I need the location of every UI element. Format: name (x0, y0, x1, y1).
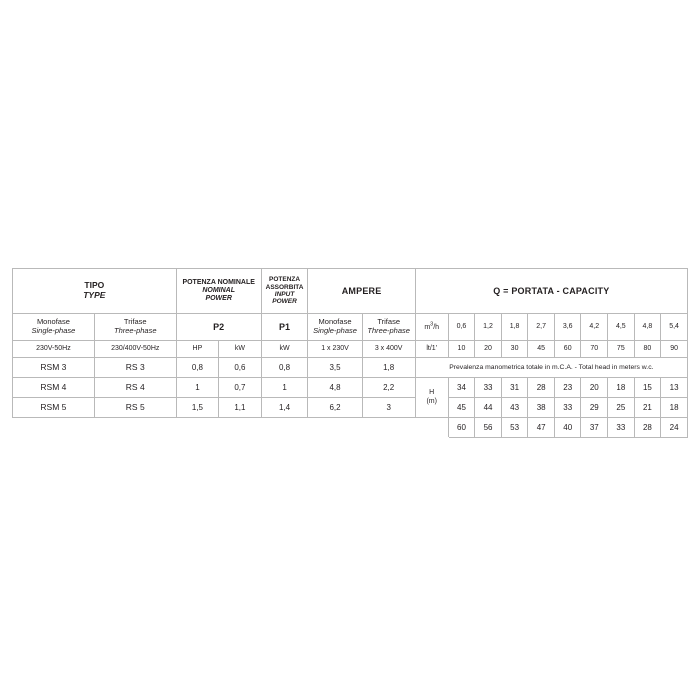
flow-m3h-5: 4,2 (581, 314, 608, 341)
table-row (13, 398, 688, 418)
header-amp-mono-volt: 1 x 230V (308, 341, 362, 358)
value-amp-mono: 6,2 (308, 398, 362, 418)
value-amp-tri: 2,2 (362, 378, 415, 398)
head-value: 18 (608, 378, 635, 398)
head-value: 21 (634, 398, 661, 418)
head-value: 38 (528, 398, 555, 418)
head-value: 44 (475, 398, 502, 418)
value-amp-mono: 3,5 (308, 358, 362, 378)
flow-m3h-6: 4,5 (608, 314, 635, 341)
head-value: 47 (528, 418, 555, 438)
head-value: 40 (554, 418, 581, 438)
head-value: 33 (475, 378, 502, 398)
table-row (13, 358, 688, 378)
header-kw: kW (219, 341, 262, 358)
header-volt-monofase: 230V-50Hz (13, 341, 95, 358)
model-trifase: RS 4 (94, 378, 176, 398)
head-value: 60 (448, 418, 475, 438)
header-monofase: Monofase Single-phase (13, 314, 95, 341)
flow-lt-3: 45 (528, 341, 555, 358)
value-kw-input: 1 (261, 378, 308, 398)
header-ampere-monofase: Monofase Single-phase (308, 314, 362, 341)
flow-m3h-4: 3,6 (554, 314, 581, 341)
model-monofase: RSM 5 (13, 398, 95, 418)
value-amp-tri: 1,8 (362, 358, 415, 378)
head-value: 37 (581, 418, 608, 438)
head-value: 43 (501, 398, 528, 418)
head-value: 25 (608, 398, 635, 418)
model-monofase: RSM 3 (13, 358, 95, 378)
flow-m3h-8: 5,4 (661, 314, 688, 341)
spec-table-container (12, 268, 688, 438)
flow-m3h-1: 1,2 (475, 314, 502, 341)
head-value: 20 (581, 378, 608, 398)
flow-m3h-2: 1,8 (501, 314, 528, 341)
head-value: 13 (661, 378, 688, 398)
head-value: 33 (608, 418, 635, 438)
table-row-head-last (13, 418, 688, 438)
header-p2: P2 (176, 314, 261, 341)
value-kw-input: 1,4 (261, 398, 308, 418)
value-amp-tri: 3 (362, 398, 415, 418)
value-kw: 0,7 (219, 378, 262, 398)
head-value: 23 (554, 378, 581, 398)
flow-lt-4: 60 (554, 341, 581, 358)
model-monofase: RSM 4 (13, 378, 95, 398)
model-trifase: RS 5 (94, 398, 176, 418)
value-kw-input: 0,8 (261, 358, 308, 378)
flow-lt-1: 20 (475, 341, 502, 358)
head-value: 28 (634, 418, 661, 438)
flow-m3h-0: 0,6 (448, 314, 475, 341)
header-unit-m3h: $m^3/h$ (415, 314, 448, 341)
header-tipo-type: TIPO TYPE (13, 269, 177, 314)
table-row (13, 378, 688, 398)
value-amp-mono: 4,8 (308, 378, 362, 398)
flow-m3h-3: 2,7 (528, 314, 555, 341)
empty-cell (13, 418, 416, 438)
flow-lt-6: 75 (608, 341, 635, 358)
head-value: 24 (661, 418, 688, 438)
header-kw-input: kW (261, 341, 308, 358)
header-trifase: Trifase Three-phase (94, 314, 176, 341)
prevalenza-note: Prevalenza manometrica totale in m.C.A. - Total head in meters w.c. (415, 358, 687, 378)
header-potenza-assorbita: POTENZA ASSORBITA INPUT POWER (261, 269, 308, 314)
flow-lt-5: 70 (581, 341, 608, 358)
header-p1: P1 (261, 314, 308, 341)
head-value: 31 (501, 378, 528, 398)
header-ampere-trifase: Trifase Three-phase (362, 314, 415, 341)
header-ampere: AMPERE (308, 269, 415, 314)
head-value: 18 (661, 398, 688, 418)
flow-lt-0: 10 (448, 341, 475, 358)
model-trifase: RS 3 (94, 358, 176, 378)
head-value: 33 (554, 398, 581, 418)
value-kw: 0,6 (219, 358, 262, 378)
pump-specification-table (12, 268, 688, 438)
value-hp: 0,8 (176, 358, 219, 378)
header-volt-trifase: 230/400V-50Hz (94, 341, 176, 358)
header-row-titles (13, 269, 688, 314)
flow-m3h-7: 4,8 (634, 314, 661, 341)
header-potenza-nominale: POTENZA NOMINALE NOMINAL POWER (176, 269, 261, 314)
flow-lt-7: 80 (634, 341, 661, 358)
head-value: 56 (475, 418, 502, 438)
head-value: 15 (634, 378, 661, 398)
value-hp: 1,5 (176, 398, 219, 418)
head-value: 45 (448, 398, 475, 418)
header-unit-lt: lt/1' (415, 341, 448, 358)
header-amp-tri-volt: 3 x 400V (362, 341, 415, 358)
value-hp: 1 (176, 378, 219, 398)
head-value: 28 (528, 378, 555, 398)
header-row-phases (13, 314, 688, 341)
flow-lt-2: 30 (501, 341, 528, 358)
head-value: 29 (581, 398, 608, 418)
header-capacity: Q = PORTATA - CAPACITY (415, 269, 687, 314)
head-label: H (m) (415, 378, 448, 418)
head-value: 34 (448, 378, 475, 398)
value-kw: 1,1 (219, 398, 262, 418)
header-hp: HP (176, 341, 219, 358)
header-row-units (13, 341, 688, 358)
empty-cell (415, 418, 448, 438)
flow-lt-8: 90 (661, 341, 688, 358)
head-value: 53 (501, 418, 528, 438)
